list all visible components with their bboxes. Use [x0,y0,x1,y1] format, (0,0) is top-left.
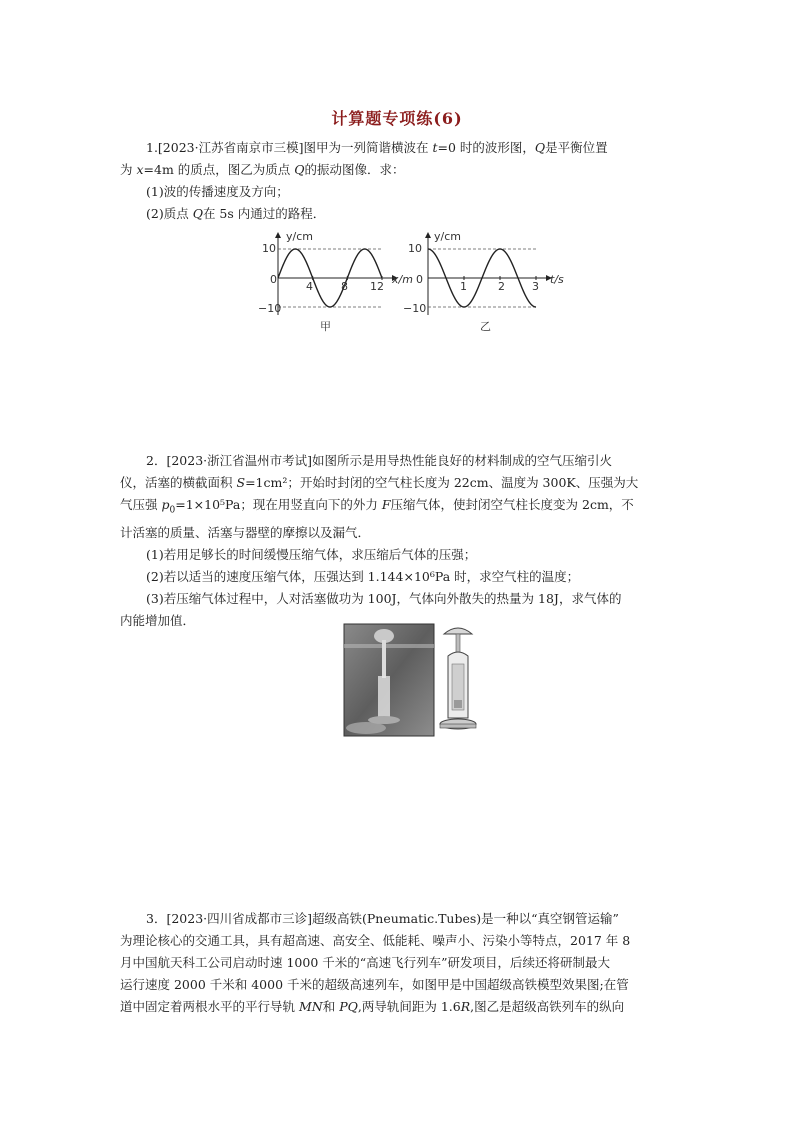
fire-piston-photo [344,624,434,736]
y-axis-arrow [425,232,431,238]
q2-line-4: 计活塞的质量、活塞与器壁的摩擦以及漏气． [120,524,371,540]
question-3 [120,908,680,1018]
jia-ylabel: y/cm [286,230,313,243]
q3-line-1: 3．[2023·四川省成都市三诊]超级高铁(Pneumatic.Tubes)是一种以“真空钢管运输” [146,911,619,926]
q1-sub-2: (2)质点 Q在 5s 内通过的路程． [146,206,326,221]
q2-sub-2: (2)若以适当的速度压缩气体，压强达到 1.144×10⁶Pa 时，求空气柱的温度； [146,568,580,584]
yi-xtick-2: 2 [498,280,505,293]
q2-line-3: 气压强 $p_0=1\times 10^5Pa$；现在用竖直向下的外力 F压缩气体，使封闭空气柱长度变为 2cm，不 [120,497,634,516]
q3-line-4: 运行速度 2000 千米和 4000 千米的超级高速列车，如图甲是中国超级高铁模型效果图;在管 [120,977,629,992]
question-2 [120,450,680,632]
jia-xtick-12: 12 [370,280,384,293]
q2-line-2: 仪，活塞的横截面积 S=1cm²；开始时封闭的空气柱长度为 22cm、温度为 300K、压强为大 [120,475,639,490]
q2-sub-1: (1)若用足够长的时间缓慢压缩气体，求压缩后气体的压强； [146,546,477,562]
vibration-graph-yi-svg [400,228,570,336]
q2-sub-3-cont: 内能增加值． [120,612,196,628]
q1-sub-1: (1)波的传播速度及方向； [146,184,289,199]
jia-xlabel: x/m [392,273,413,286]
question-1 [120,137,680,225]
fire-piston-diagram [436,620,480,736]
q3-line-3: 月中国航天科工公司启动时速 1000 千米的“高速飞行列车”研发项目，后续还将研制最大 [120,955,611,970]
yi-xtick-1: 1 [460,280,467,293]
yi-ytick-pos: 10 [408,242,422,255]
yi-ytick-zero: 0 [416,273,423,286]
jia-caption: 甲 [320,320,331,333]
yi-caption: 乙 [480,320,491,333]
vibration-graph-yi [400,228,570,340]
q2-line-1: 2．[2023·浙江省温州市考试]如图所示是用导热性能良好的材料制成的空气压缩引火 [146,453,612,468]
q1-line-2: 为 x=4m 的质点，图乙为质点 Q的振动图像．求： [120,162,405,177]
q1-line-1: 1.[2023·江苏省南京市三模]图甲为一列简谐横波在 t=0 时的波形图，Q是平衡位置 [146,140,608,155]
q3-line-2: 为理论核心的交通工具，具有超高速、高安全、低能耗、噪声小、污染小等特点，2017 年 8 [120,933,631,948]
jia-xtick-4: 4 [306,280,313,293]
jia-ytick-neg: −10 [258,302,282,315]
yi-xlabel: t/s [550,273,564,286]
yi-ytick-neg: −10 [403,302,427,315]
jia-ytick-zero: 0 [270,273,277,286]
q3-line-5: 道中固定着两根水平的平行导轨 MN和 PQ,两导轨间距为 1.6R,图乙是超级高铁列车的纵向 [120,999,625,1014]
wave-graph-jia-svg [256,228,413,336]
q2-sub-3: (3)若压缩气体过程中，人对活塞做功为 100J，气体向外散失的热量为 18J，求气体的 [146,590,622,606]
jia-xtick-8: 8 [341,280,348,293]
yi-ylabel: y/cm [434,230,461,243]
yi-xtick-3: 3 [532,280,539,293]
y-axis-arrow [275,232,281,238]
page-title: 计算题专项练(6) [331,109,463,128]
jia-ytick-pos: 10 [262,242,276,255]
wave-graph-jia [256,228,413,340]
